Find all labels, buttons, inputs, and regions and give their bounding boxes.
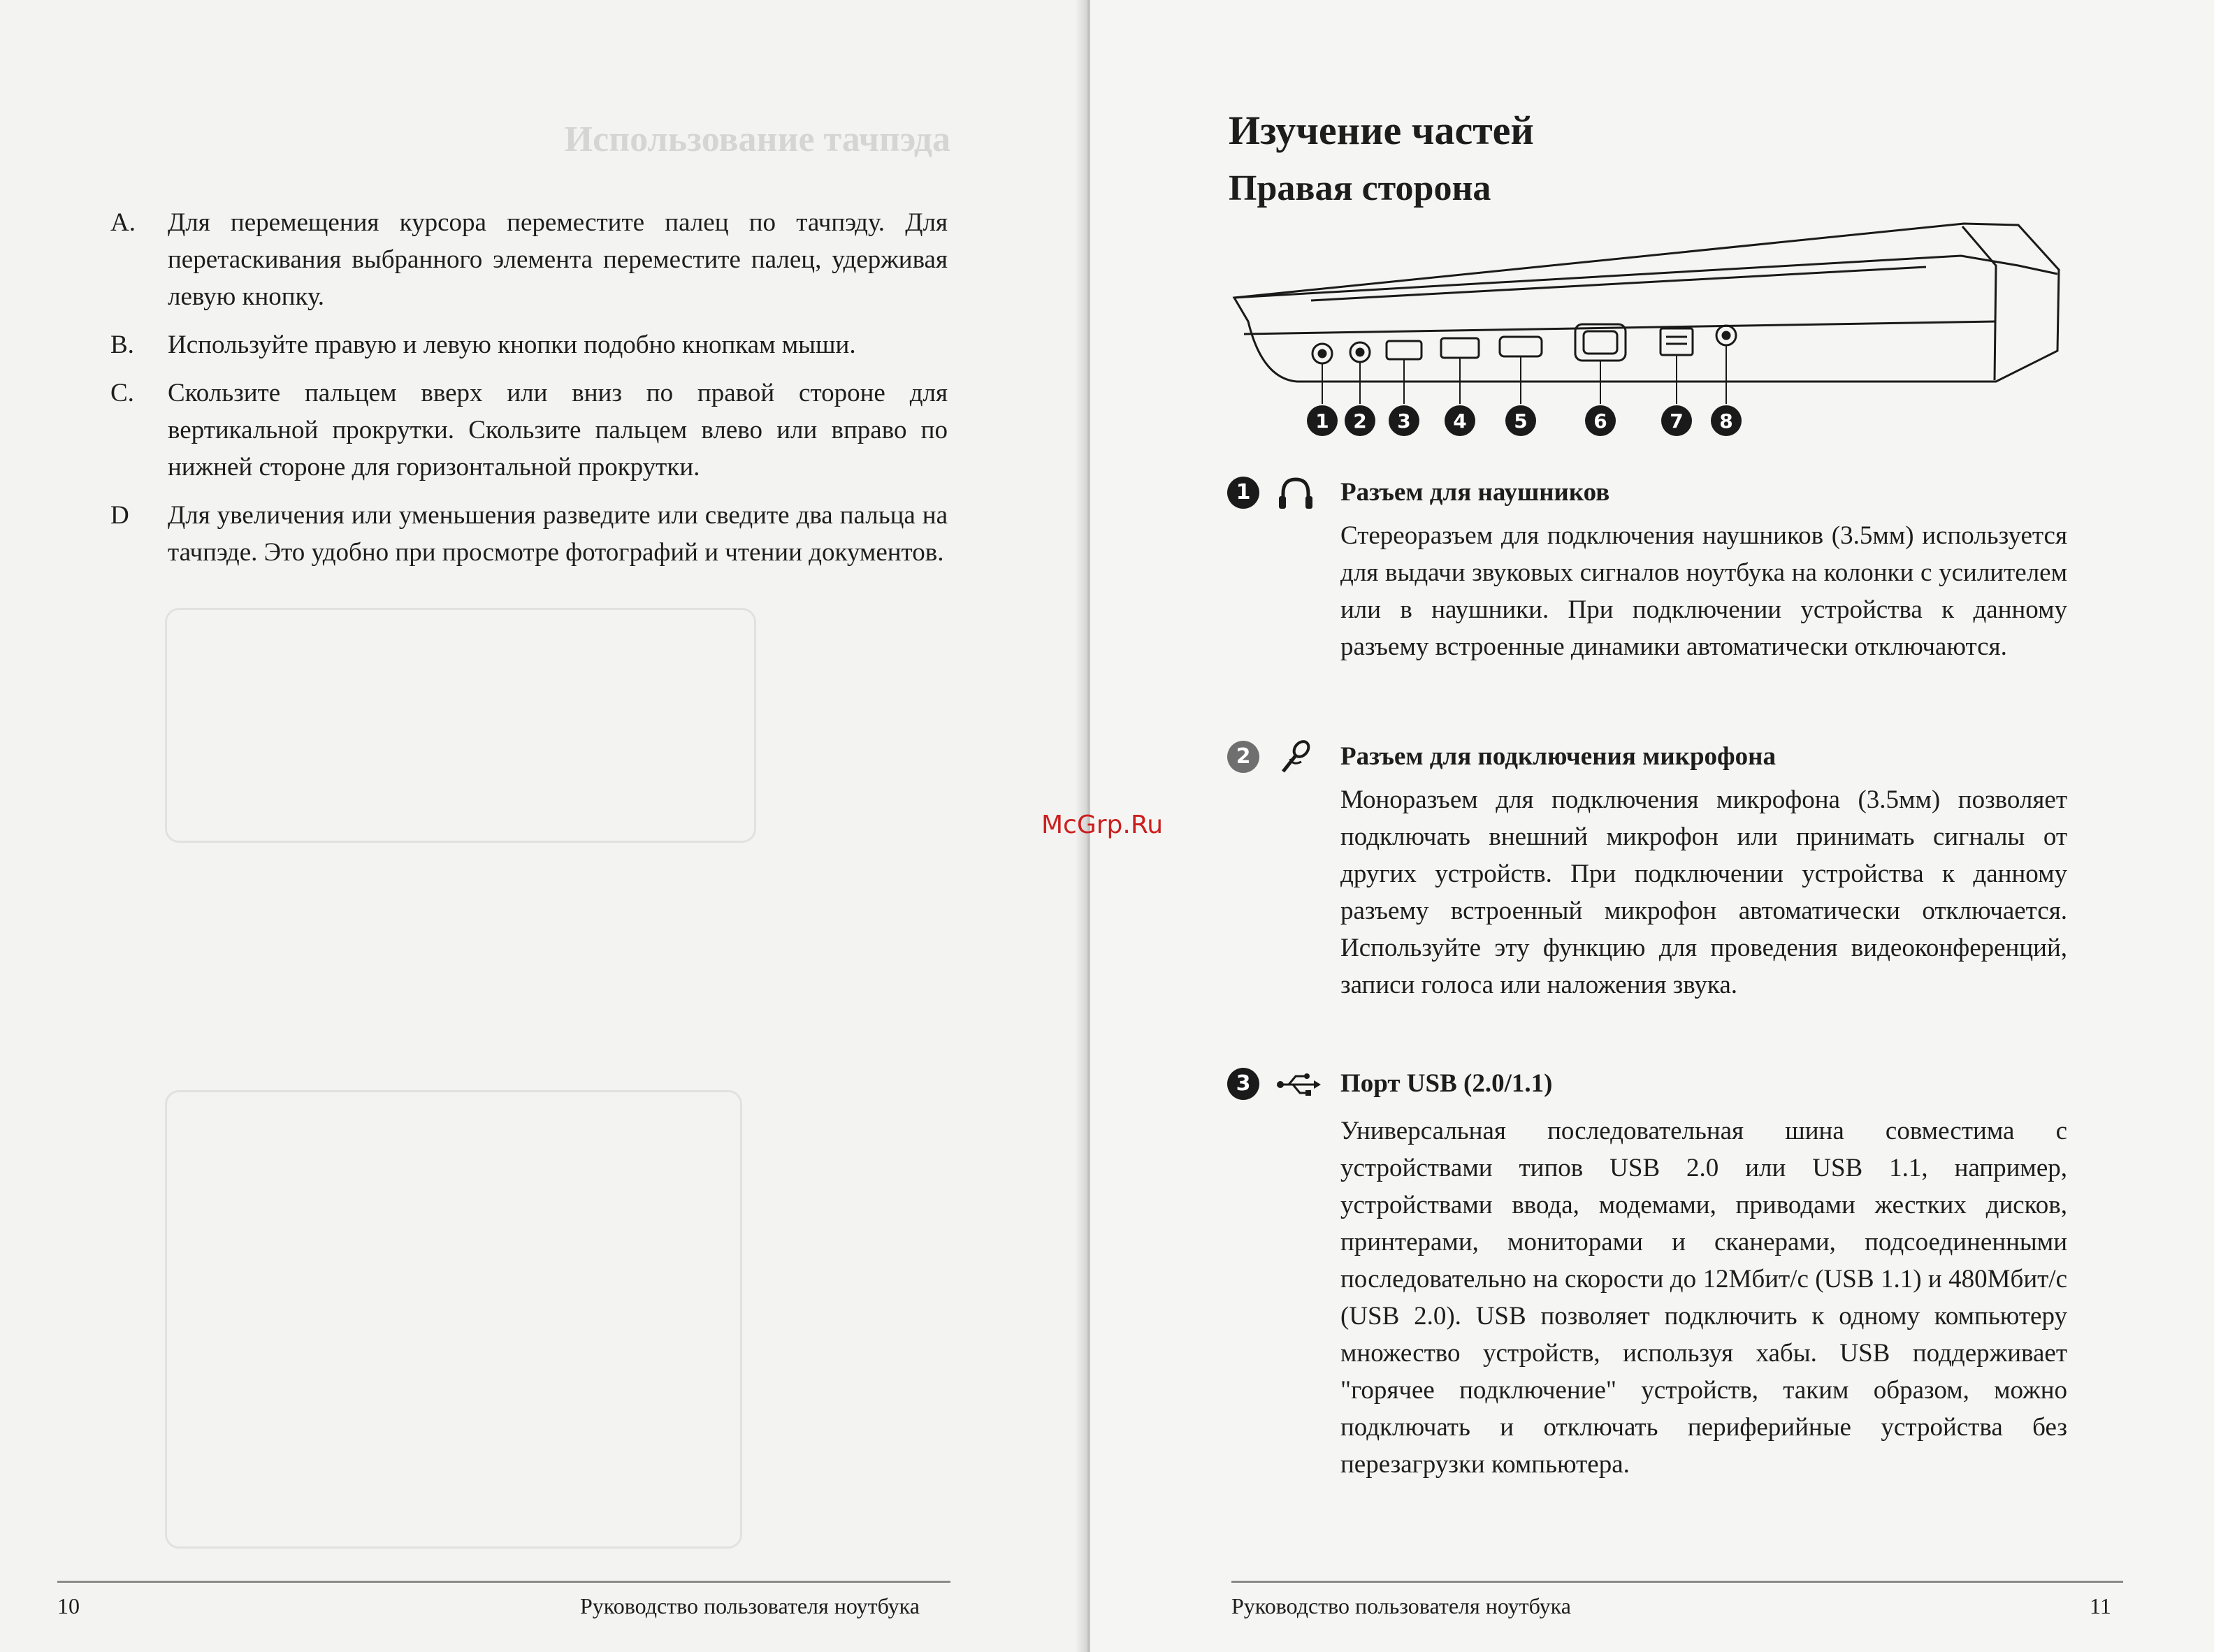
show-through-figure-2 — [165, 1090, 742, 1549]
footer-title-left: Руководство пользователя ноутбука — [580, 1593, 920, 1618]
list-text: Для увеличения или уменьшения разведите или сведите два пальца на тачпэде. Это удобно при просмотре фотографий и чтении документов. — [168, 501, 948, 567]
microphone-icon — [1275, 738, 1317, 777]
footer-rule — [1231, 1581, 2123, 1583]
headphone-icon — [1275, 474, 1317, 513]
section-number: 3 — [1227, 1068, 1259, 1100]
list-letter: D — [110, 501, 129, 530]
callout-label: 6 — [1593, 410, 1607, 433]
page-number-right: 11 — [2090, 1593, 2111, 1618]
section-body-usb: Универсальная последовательная шина совместима с устройствами типов USB 2.0 или USB 1.1, например, устройствами ввода, модемами, приводами жестких дисков, принтерами, мониторами и сканерами, подсоединенными последовательно на скорости до 12Мбит/с (USB 1.1) и 480Мбит/с (USB 2.0). USB позволяет подключить к одному компьютеру множество устройств, используя хабы. USB поддерживает "горячее подключение" устройств, таким образом, можно подключать и отключать периферийные устройства без перезагрузки компьютера. — [1340, 1117, 2067, 1479]
list-item — [110, 375, 948, 486]
laptop-outline — [1234, 224, 2059, 382]
section-number: 2 — [1227, 741, 1259, 773]
callout-label: 5 — [1514, 410, 1528, 433]
list-item — [110, 204, 948, 315]
section-body-headphones: Стереоразъем для подключения наушников (3.5мм) используется для выдачи звуковых сигналов ноутбука на колонки с усилителем или в наушники. При подключении устройства к данному разъему встроенные динамики автоматически отключаются. — [1340, 521, 2067, 661]
list-letter: A. — [110, 208, 136, 237]
footer-title-right: Руководство пользователя ноутбука — [1231, 1593, 1571, 1618]
callout-label: 7 — [1670, 410, 1684, 433]
list-text: Скользите пальцем вверх или вниз по правой стороне для вертикальной прокрутки. Скользите пальцем влево или вправо по нижней стороне для горизонтальной прокрутки. — [168, 379, 948, 481]
show-through-figure — [165, 608, 756, 843]
list-letter: C. — [110, 379, 134, 407]
callout-badges — [1307, 405, 1742, 436]
list-text: Для перемещения курсора переместите палец по тачпэду. Для перетаскивания выбранного элемента переместите палец, удерживая левую кнопку. — [168, 208, 948, 311]
usb-icon — [1275, 1065, 1324, 1104]
callout-label: 8 — [1719, 410, 1733, 433]
touchpad-instructions-list — [110, 204, 948, 582]
section-title: Разъем для наушников — [1340, 478, 1610, 507]
callout-label: 1 — [1315, 410, 1329, 433]
section-title: Разъем для подключения микрофона — [1340, 742, 1776, 771]
laptop-right-side-diagram — [1227, 217, 2066, 447]
left-page — [0, 0, 1085, 1652]
section-title: Порт USB (2.0/1.1) — [1340, 1069, 1553, 1098]
section-body-microphone: Моноразъем для подключения микрофона (3.5мм) позволяет подключать внешний микрофон или принимать сигналы от других устройств. При подключении устройства к данному разъему встроенный микрофон автоматически отключается. Используйте эту функцию для проведения видеоконференций, записи голоса или наложения звука. — [1340, 785, 2067, 999]
section-header-usb — [1227, 1064, 1996, 1106]
page-number-left: 10 — [57, 1593, 80, 1618]
list-letter: B. — [110, 331, 134, 359]
watermark: McGrp.Ru — [1041, 811, 1164, 839]
section-number: 1 — [1227, 477, 1259, 509]
list-text: Используйте правую и левую кнопки подобно кнопкам мыши. — [168, 331, 856, 359]
section-header-microphone — [1227, 737, 1996, 778]
callout-label: 3 — [1397, 410, 1411, 433]
show-through-heading: Использование тачпэда — [564, 119, 950, 159]
callout-label: 2 — [1353, 410, 1367, 433]
page-title: Изучение частей — [1229, 108, 1534, 153]
callout-label: 4 — [1453, 410, 1467, 433]
section-header-headphones — [1227, 472, 1996, 514]
footer-rule — [57, 1581, 950, 1583]
section-subtitle: Правая сторона — [1229, 168, 1491, 208]
list-item — [110, 497, 948, 571]
list-item — [110, 326, 948, 363]
